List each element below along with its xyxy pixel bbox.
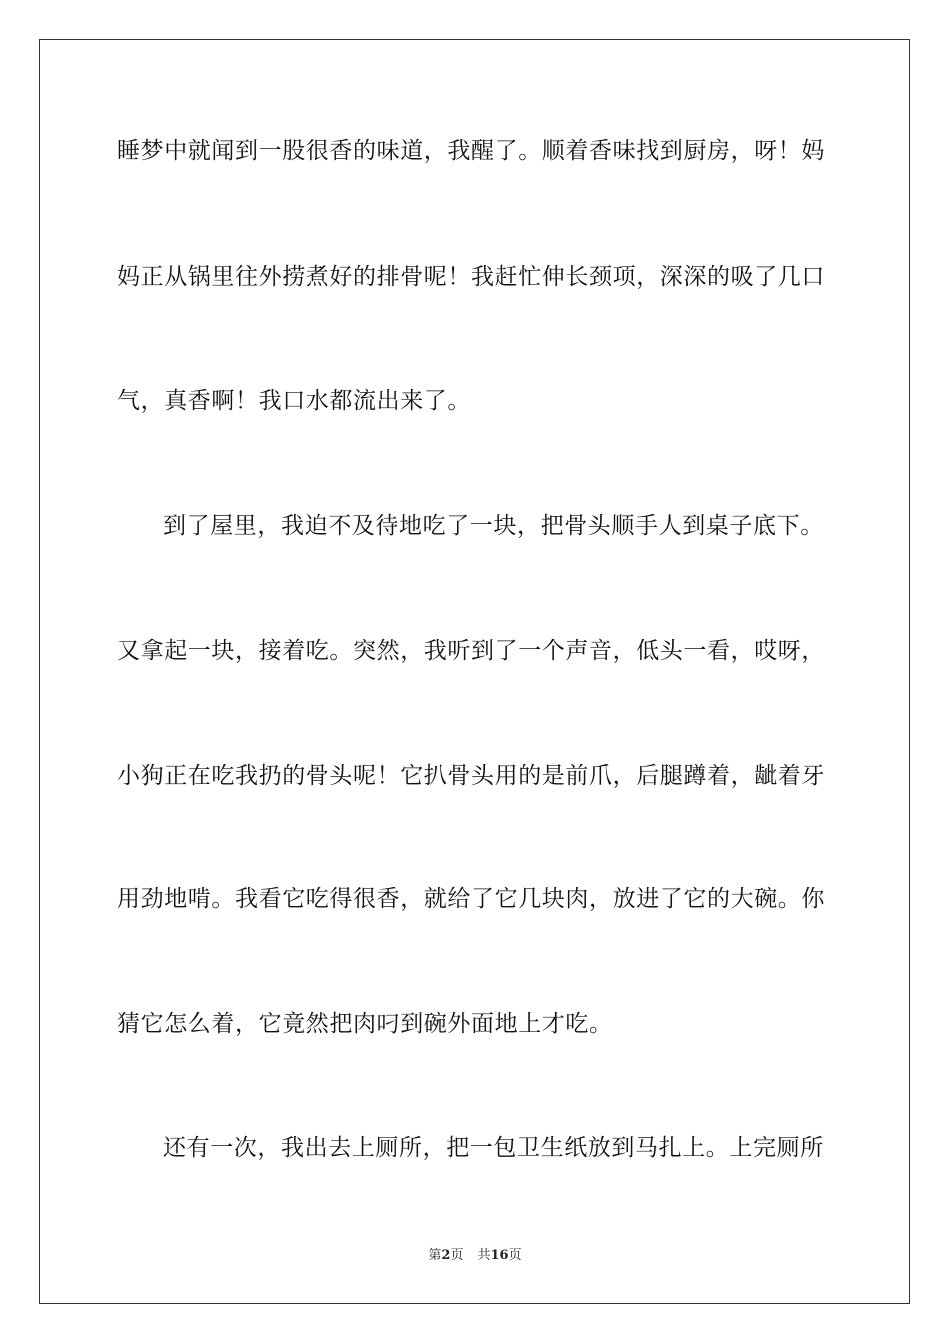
total-pages: 16 [490,1248,509,1263]
page-prefix: 第 [428,1248,442,1263]
total-prefix: 共 [477,1248,491,1263]
text-line-4: 到了屋里，我迫不及待地吃了一块，把骨头顺手人到桌子底下。 [163,513,824,539]
text-line-1: 睡梦中就闻到一股很香的味道，我醒了。顺着香味找到厨房，呀！妈 [117,138,825,164]
text-line-7: 用劲地啃。我看它吃得很香，就给了它几块肉，放进了它的大碗。你 [117,886,825,912]
page-footer [0,1247,950,1265]
page-border [39,39,910,1304]
text-line-3: 气，真香啊！我口水都流出来了。 [117,388,471,414]
text-line-5: 又拿起一块，接着吃。突然，我听到了一个声音，低头一看，哎呀， [117,638,825,664]
text-line-6: 小狗正在吃我扔的骨头呢！它扒骨头用的是前爪，后腿蹲着，龇着牙 [117,763,825,789]
text-line-8: 猜它怎么着，它竟然把肉叼到碗外面地上才吃。 [117,1011,613,1037]
page-suffix: 页 [450,1248,464,1263]
text-line-9: 还有一次，我出去上厕所，把一包卫生纸放到马扎上。上完厕所 [163,1135,824,1161]
text-line-2: 妈正从锅里往外捞煮好的排骨呢！我赶忙伸长颈项，深深的吸了几口 [117,264,825,290]
total-suffix: 页 [508,1248,522,1263]
page-number: 2 [441,1248,451,1263]
